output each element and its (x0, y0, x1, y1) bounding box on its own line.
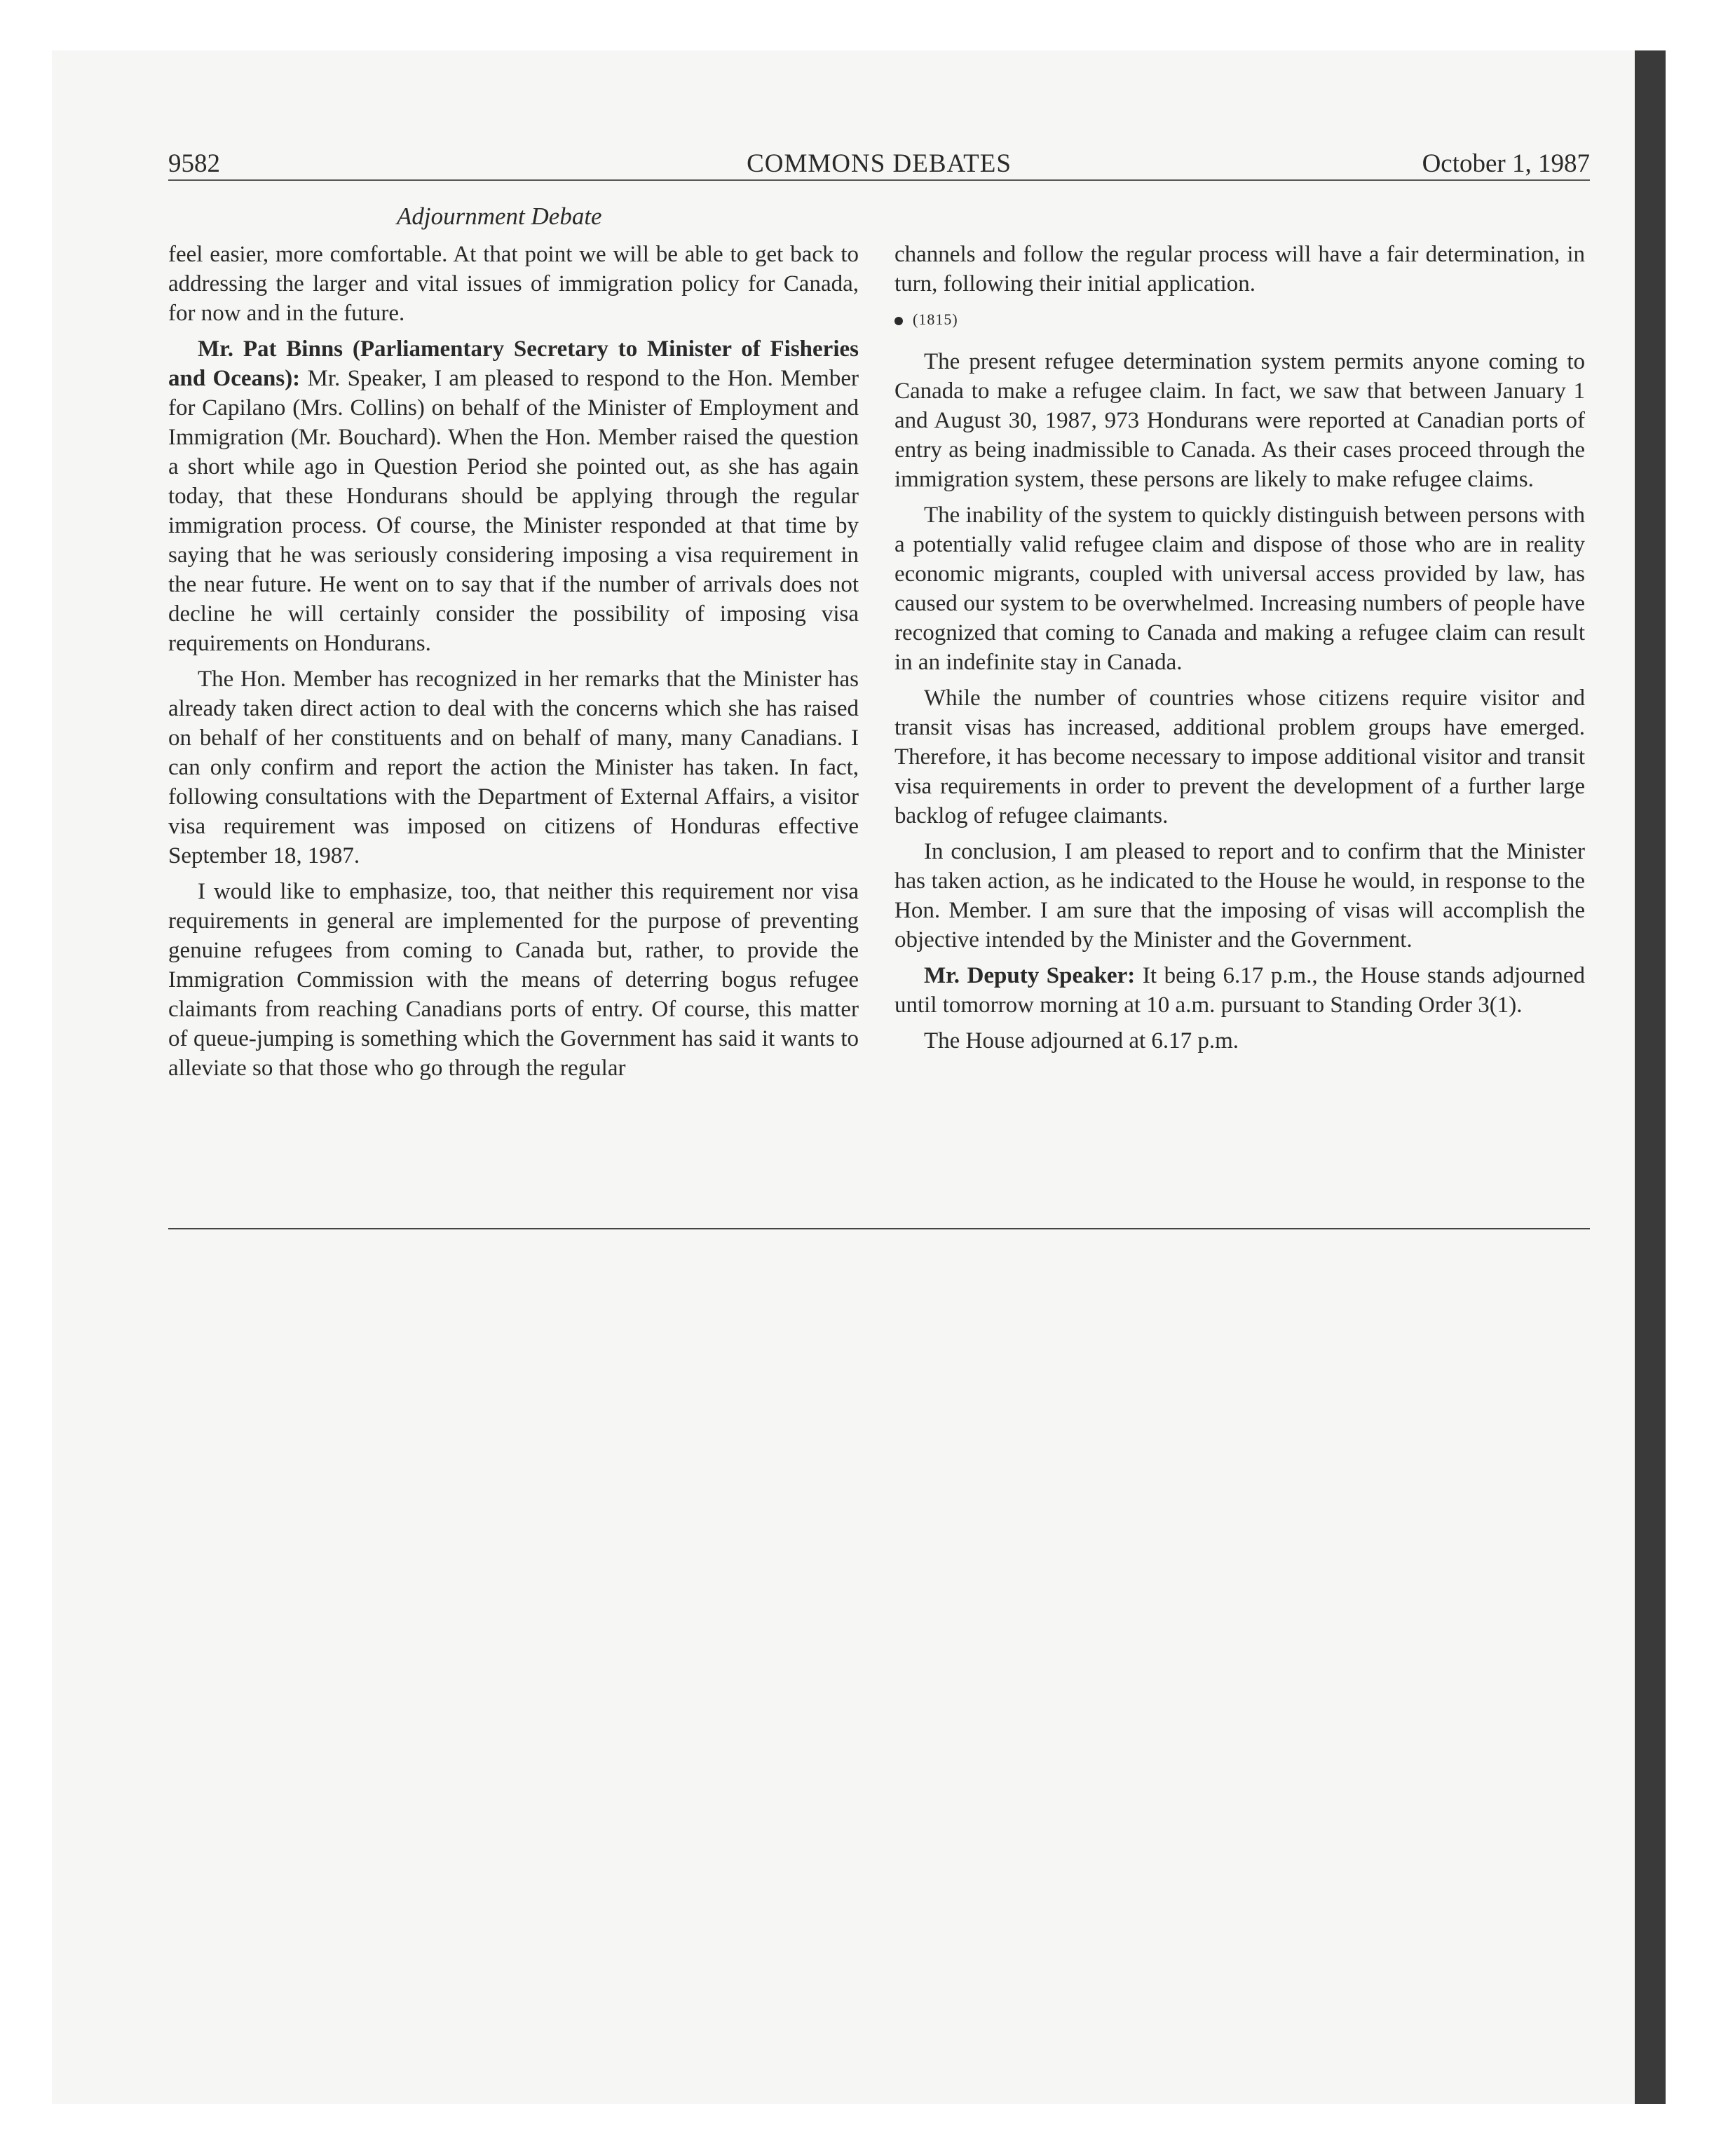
left-column (168, 240, 859, 1089)
section-title: Adjournment Debate (397, 203, 602, 230)
bullet-icon (894, 317, 903, 325)
speech-text: It being 6.17 p.m., the House stands adjourned until tomorrow morning at 10 a.m. pursuant to Standing Order 3(1). (894, 963, 1585, 1018)
speech-text: Mr. Speaker, I am pleased to respond to the Hon. Member for Capilano (Mrs. Collins) on behalf of the Minister of Employment and Immigration (Mr. Bouchard). When the Hon. Member raised the question a short while ago in Question Period she pointed out, as she has again today, that these Hondurans should be applying through the regular immigration process. Of course, the Minister responded at that time by saying that he was seriously considering imposing a visa requirement in the near future. He went on to say that if the number of arrivals does not decline he will certainly consider the possibility of imposing visa requirements on Hondurans. (168, 366, 859, 656)
time-marker (894, 305, 1585, 334)
speaker-name: Mr. Pat Binns (Parliamentary Secretary to Minister of Fisheries and Oceans): (168, 336, 859, 391)
speaker-name: Mr. Deputy Speaker: (924, 963, 1136, 988)
time-marker-label: (1815) (913, 311, 958, 328)
scan-edge-shadow (1635, 50, 1666, 2104)
header-date: October 1, 1987 (1422, 149, 1590, 178)
right-column (894, 240, 1585, 1062)
paragraph: The inability of the system to quickly distinguish between persons with a potentially valid refugee claim and dispose of those who are in reality economic migrants, coupled with universal access provided by law, has caused our system to be overwhelmed. Increasing numbers of people have recognized that coming to Canada and making a refugee claim can result in an indefinite stay in Canada. (894, 503, 1585, 675)
paragraph: feel easier, more comfortable. At that point we will be able to get back to addressing the larger and vital issues of immigration policy for Canada, for now and in the future. (168, 242, 859, 326)
paragraph: The present refugee determination system permits anyone coming to Canada to make a refugee claim. In fact, we saw that between January 1 and August 30, 1987, 973 Hondurans were reported at Canadian ports of entry as being inadmissible to Canada. As their cases proceed through the immigration system, these persons are likely to make refugee claims. (894, 349, 1585, 492)
journal-title: COMMONS DEBATES (747, 149, 1012, 178)
paragraph: In conclusion, I am pleased to report and to confirm that the Minister has taken action, as he indicated to the House he would, in response to the Hon. Member. I am sure that the imposing of visas will accomplish the objective intended by the Minister and the Government. (894, 839, 1585, 953)
page-number: 9582 (168, 149, 220, 178)
paragraph (894, 961, 1585, 1020)
header-rule (168, 179, 1590, 181)
running-header (168, 146, 1590, 182)
paragraph: The House adjourned at 6.17 p.m. (924, 1028, 1239, 1053)
end-rule (168, 1228, 1590, 1229)
paragraph: The Hon. Member has recognized in her remarks that the Minister has already taken direct action to deal with the concerns which she has raised on behalf of her constituents and on behalf of many, many Canadians. I can only confirm and report the action the Minister has taken. In fact, following consultations with the Department of External Affairs, a visitor visa requirement was imposed on citizens of Honduras effective September 18, 1987. (168, 667, 859, 868)
paragraph (168, 334, 859, 658)
paragraph: While the number of countries whose citizens require visitor and transit visas has increased, additional problem groups have emerged. Therefore, it has become necessary to impose additional visitor and transit visa requirements in order to prevent the development of a further large backlog of refugee claimants. (894, 685, 1585, 828)
paragraph: channels and follow the regular process will have a fair determination, in turn, following their initial application. (894, 242, 1585, 296)
paragraph: I would like to emphasize, too, that neither this requirement nor visa requirements in general are implemented for the purpose of preventing genuine refugees from coming to Canada but, rather, to provide the Immigration Commission with the means of deterring bogus refugee claimants from reaching Canadians ports of entry. Of course, this matter of queue-jumping is something which the Government has said it wants to alleviate so that those who go through the regular (168, 879, 859, 1081)
